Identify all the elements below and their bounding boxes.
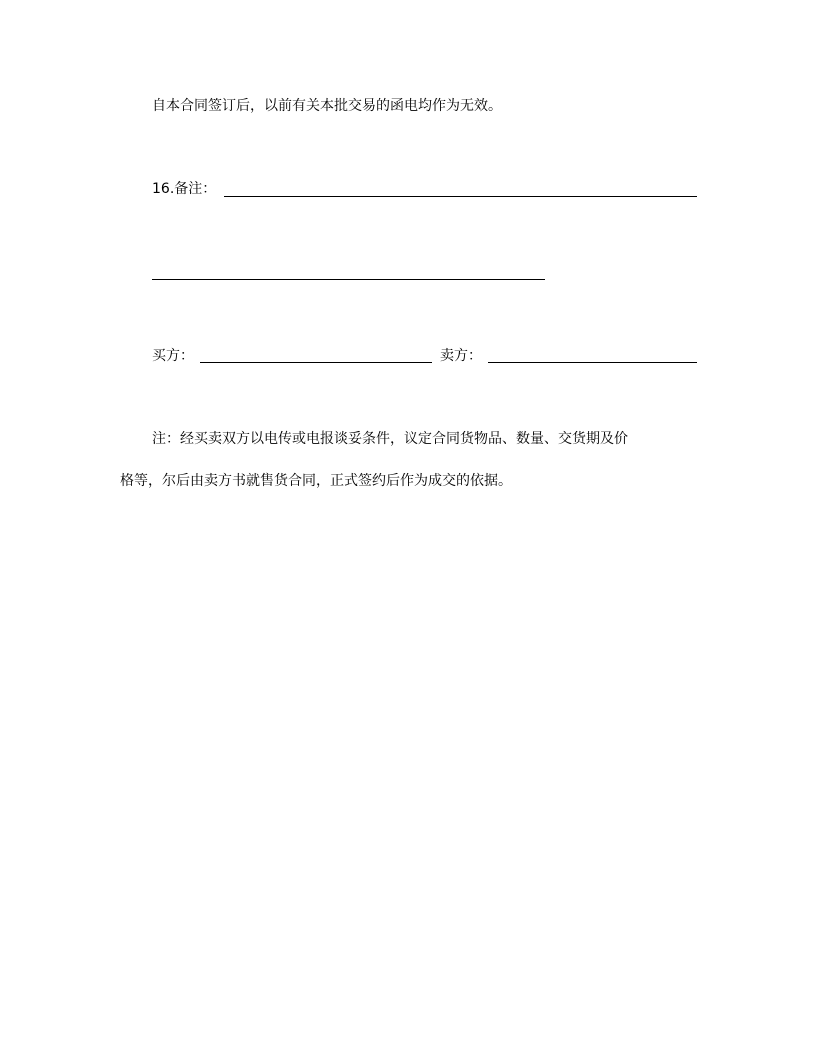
- buyer-signature-line[interactable]: [200, 362, 432, 363]
- remarks-field-line-1[interactable]: [224, 196, 697, 197]
- note-line-2: 格等，尔后由卖方书就售货合同，正式签约后作为成交的依据。: [120, 473, 512, 489]
- remarks-field-line-2[interactable]: [152, 279, 545, 280]
- seller-signature-line[interactable]: [488, 362, 697, 363]
- buyer-label: 买方：: [152, 348, 194, 364]
- validity-paragraph: 自本合同签订后，以前有关本批交易的函电均作为无效。: [152, 98, 502, 114]
- note-line-1: 注：经买卖双方以电传或电报谈妥条件，议定合同货物品、数量、交货期及价: [152, 431, 628, 447]
- remarks-label: 16.备注：: [152, 181, 217, 197]
- seller-label: 卖方：: [440, 348, 482, 364]
